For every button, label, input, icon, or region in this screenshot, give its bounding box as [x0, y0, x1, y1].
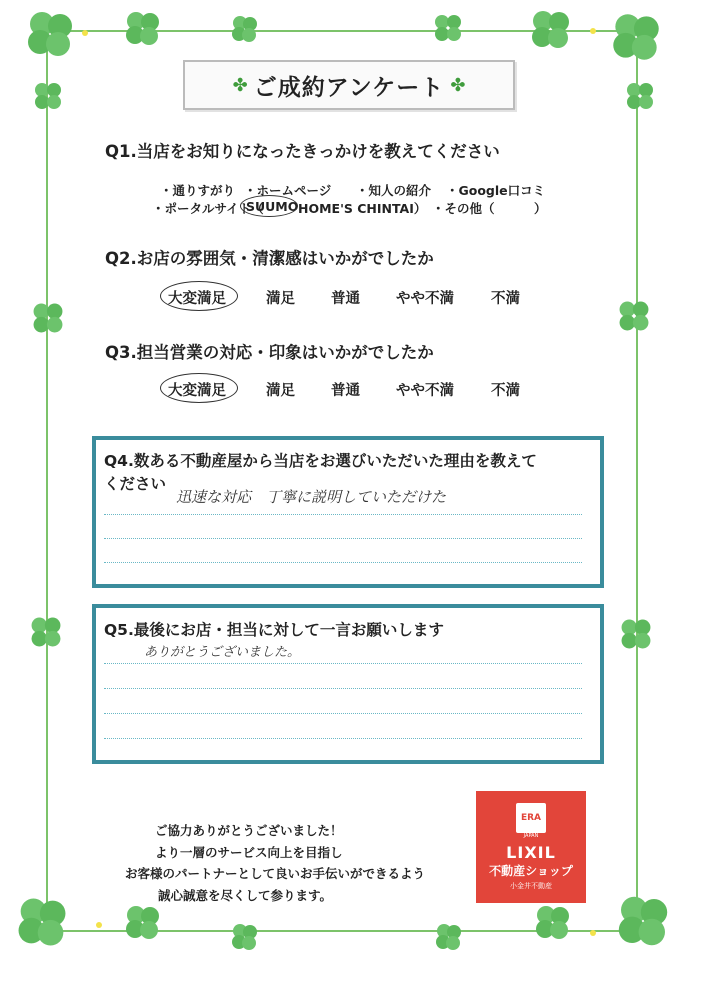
q3-choice: 大変満足 — [168, 383, 226, 399]
closing-line: より一層のサービス向上を目指し — [155, 845, 343, 860]
branch-name: 小金井不動産 — [510, 882, 552, 890]
selection-circle — [160, 373, 238, 403]
company-logo — [476, 791, 586, 903]
q3-choice: 満足 — [266, 383, 295, 399]
q2-choice: 不満 — [491, 291, 520, 307]
q3-choice: やや不満 — [396, 383, 454, 399]
clover-icon — [430, 10, 466, 46]
clover-icon — [28, 298, 68, 338]
era-logo-sub: JAPAN — [523, 833, 539, 839]
era-logo-text: ERA — [516, 803, 546, 833]
clover-icon — [525, 4, 577, 56]
q1-option: ・通りすがり — [160, 183, 236, 198]
clover-icon — [120, 6, 166, 52]
clover-icon — [228, 920, 262, 954]
dotted-line — [104, 514, 582, 515]
q1-option-suumo: SUUMO — [246, 199, 299, 214]
clover-icon — [605, 6, 667, 68]
q3-choice: 不満 — [491, 383, 520, 399]
yellow-dot — [82, 30, 88, 36]
yellow-dot — [590, 930, 596, 936]
q4-answer: 迅速な対応 丁寧に説明していただけた — [176, 488, 447, 506]
closing-line: お客様のパートナーとして良いお手伝いができるよう — [125, 866, 426, 881]
closing-line: 誠心誠意を尽くして参ります。 — [158, 888, 333, 903]
q5-answer: ありがとうございました。 — [144, 645, 301, 660]
dotted-line — [104, 562, 582, 563]
selection-circle — [160, 281, 238, 311]
q1-option: ・Google口コミ — [446, 183, 546, 198]
left-vine — [46, 40, 48, 940]
right-vine — [636, 40, 638, 940]
q1-option-other-close: ） — [534, 201, 547, 216]
dotted-line — [104, 538, 582, 539]
page-title: ご成約アンケート — [253, 74, 445, 101]
q4-label-cont: ください — [104, 475, 167, 493]
shop-name: 不動産ショップ — [489, 864, 573, 878]
q2-choice: 大変満足 — [168, 291, 226, 307]
dotted-line — [104, 688, 582, 689]
q3-label: Q3.担当営業の対応・印象はいかがでしたか — [105, 343, 434, 362]
q2-label: Q2.お店の雰囲気・清潔感はいかがでしたか — [105, 249, 434, 268]
q1-option-portal: ・ポータルサイト（ — [152, 201, 264, 216]
clover-icon — [530, 900, 576, 946]
clover-icon — [432, 920, 466, 954]
dotted-line — [104, 663, 582, 664]
q1-option: ・知人の紹介 — [356, 183, 432, 198]
dotted-line — [104, 738, 582, 739]
dotted-line — [104, 713, 582, 714]
title-box — [183, 60, 515, 110]
clover-icon — [228, 12, 262, 46]
clover-icon — [610, 888, 676, 954]
clover-icon — [622, 78, 658, 114]
q3-choice: 普通 — [331, 383, 360, 399]
clover-icon — [26, 612, 66, 652]
closing-line: ご協力ありがとうございました！ — [155, 823, 343, 838]
clover-icon — [10, 890, 74, 954]
q1-option-portal-rest: HOME'S CHINTAI） — [298, 201, 427, 216]
q1-option-other: ・その他（ — [432, 201, 495, 216]
q1-option: ・ホームページ — [244, 183, 332, 198]
clover-icon — [30, 78, 66, 114]
yellow-dot — [590, 28, 596, 34]
clover-icon — [20, 4, 80, 64]
clover-icon — [120, 900, 166, 946]
q2-choice: やや不満 — [396, 291, 454, 307]
q5-label: Q5.最後にお店・担当に対して一言お願いします — [104, 621, 444, 639]
q4-label: Q4.数ある不動産屋から当店をお選びいただいた理由を教えて — [104, 452, 537, 470]
q1-label: Q1.当店をお知りになったきっかけを教えてください — [105, 142, 500, 161]
clover-icon: ✤ — [450, 74, 466, 96]
q2-choice: 満足 — [266, 291, 295, 307]
brand-name: LIXIL — [506, 843, 556, 862]
selection-circle — [240, 195, 298, 217]
clover-icon — [614, 296, 654, 336]
clover-icon — [616, 614, 656, 654]
yellow-dot — [96, 922, 102, 928]
clover-icon: ✤ — [232, 74, 248, 96]
q2-choice: 普通 — [331, 291, 360, 307]
